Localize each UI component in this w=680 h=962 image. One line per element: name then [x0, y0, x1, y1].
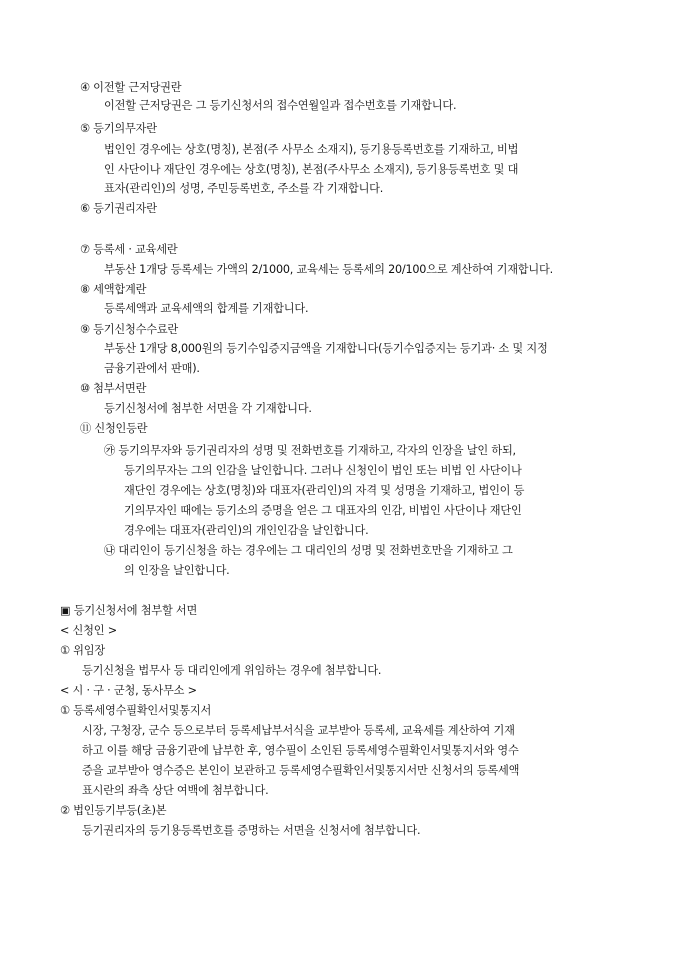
office-item-1-heading: ① 등록세영수필확인서및통지서	[60, 704, 212, 717]
item-9-body-line-2: 금융기관에서 판매).	[104, 362, 200, 375]
item-11a-line-4: 기의무자인 때에는 등기소의 증명을 얻은 그 대표자의 인감, 비법인 사단이나 재단인	[124, 504, 522, 517]
item-6-heading: ⑥ 등기권리자란	[80, 202, 157, 215]
item-5-heading: ⑤ 등기의무자란	[80, 122, 157, 135]
item-11b-line-2: 의 인장을 날인합니다.	[124, 564, 230, 577]
applicant-item-1-body: 등기신청을 법무사 등 대리인에게 위임하는 경우에 첨부합니다.	[82, 664, 382, 677]
item-10-body-line-1: 등기신청서에 첨부한 서면을 각 기재합니다.	[104, 402, 312, 415]
office-item-2-body: 등기권리자의 등기용등록번호를 증명하는 서면을 신청서에 첨부합니다.	[82, 824, 421, 837]
office-item-2-heading: ② 법인등기부등(초)본	[60, 804, 167, 817]
item-11a-line-2: 등기의무자는 그의 인감을 날인합니다. 그러나 신청인이 법인 또는 비법 인 사단이나	[124, 464, 522, 477]
office-item-1-body-line-4: 표시란의 좌측 상단 여백에 첨부합니다.	[82, 784, 269, 797]
item-10-heading: ⑩ 첨부서면란	[80, 382, 147, 395]
item-8-body-line-1: 등록세액과 교육세액의 합계를 기재합니다.	[104, 302, 309, 315]
item-11a-line-1: ㉮ 등기의무자와 등기권리자의 성명 및 전화번호를 기재하고, 각자의 인장을 날인 하되,	[104, 444, 516, 457]
item-8-heading: ⑧ 세액합계란	[80, 283, 147, 296]
item-9-body-line-1: 부동산 1개당 8,000원의 등기수입증지금액을 기재합니다(등기수입증지는 등기과· 소 및 지정	[104, 342, 548, 355]
item-7-heading: ⑦ 등록세 · 교육세란	[80, 243, 178, 256]
item-11a-line-5: 경우에는 대표자(관리인)의 개인인감을 날인합니다.	[124, 524, 369, 537]
item-5-body-line-3: 표자(관리인)의 성명, 주민등록번호, 주소를 각 기재합니다.	[104, 182, 384, 195]
item-4-body-line-1: 이전할 근저당권은 그 등기신청서의 접수연월일과 접수번호를 기재합니다.	[104, 99, 457, 112]
office-item-1-body-line-3: 증을 교부받아 영수증은 본인이 보관하고 등록세영수필확인서및통지서만 신청서의 등록세액	[82, 764, 520, 777]
item-9-heading: ⑨ 등기신청수수료란	[80, 323, 179, 336]
item-5-body-line-2: 인 사단이나 재단인 경우에는 상호(명칭), 본점(주사무소 소재지), 등기용등록번호 및 대	[104, 163, 519, 176]
office-item-1-body-line-2: 하고 이를 해당 금융기관에 납부한 후, 영수필이 소인된 등록세영수필확인서및통지서와 영수	[82, 744, 519, 757]
item-11b-line-1: ㉯ 대리인이 등기신청을 하는 경우에는 그 대리인의 성명 및 전화번호만을 기재하고 그	[104, 544, 513, 557]
item-11a-line-3: 재단인 경우에는 상호(명칭)와 대표자(관리인)의 자격 및 성명을 기재하고, 법인이 등	[124, 484, 525, 497]
applicant-item-1-heading: ① 위임장	[60, 644, 106, 657]
applicant-header: < 신청인 >	[60, 624, 117, 637]
item-5-body-line-1: 법인인 경우에는 상호(명칭), 본점(주 사무소 소재지), 등기용등록번호를 기재하고, 비법	[104, 143, 519, 156]
office-item-1-body-line-1: 시장, 구청장, 군수 등으로부터 등록세납부서식을 교부받아 등록세, 교육세를 계산하여 기재	[82, 724, 515, 737]
attachments-title: ▣ 등기신청서에 첨부할 서면	[60, 604, 198, 617]
office-header: < 시 · 구 · 군청, 동사무소 >	[60, 684, 197, 697]
item-11-heading: ⑪ 신청인등란	[80, 422, 148, 435]
item-7-body-line-1: 부동산 1개당 등록세는 가액의 2/1000, 교육세는 등록세의 20/100으로 계산하여 기재합니다.	[104, 263, 553, 276]
item-4-heading: ④ 이전할 근저당권란	[80, 81, 182, 94]
